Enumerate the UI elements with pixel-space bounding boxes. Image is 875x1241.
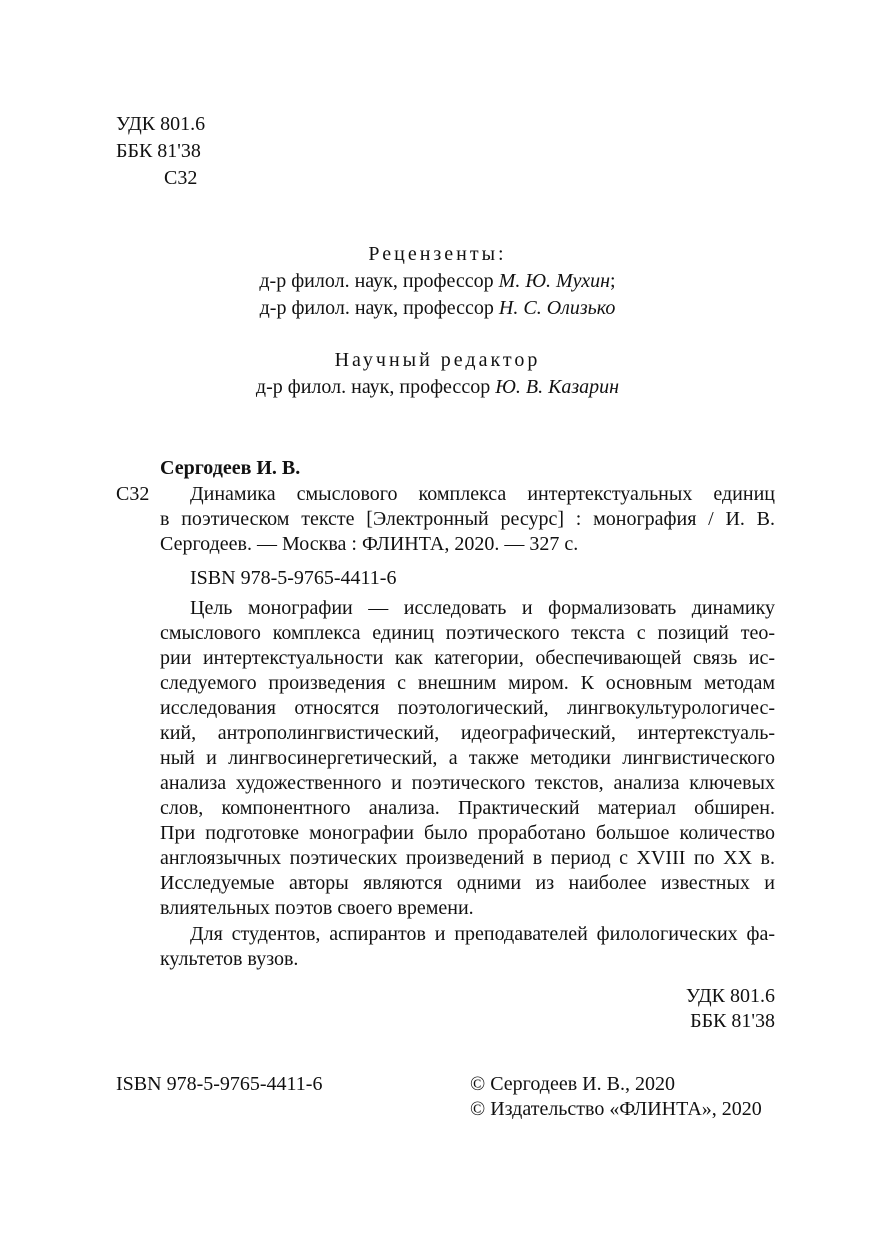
copyright-publisher: © Издательство «ФЛИНТА», 2020 [470,1098,762,1120]
copyright-author: © Сергодеев И. В., 2020 [470,1073,675,1095]
abstract-line: англоязычных поэтических произведений в период с XVIII по XX в. [160,847,775,869]
abstract-line: рии интертекстуальности как категории, обеспечивающей связь ис- [160,647,775,669]
abstract-line: При подготовке монографии было проработано большое количество [160,822,775,844]
editor-line [0,375,875,400]
title-line: в поэтическом тексте [Электронный ресурс] : монография / И. В. [160,508,775,530]
reviewer-1-suffix: ; [610,270,616,292]
title-line: Сергодеев. — Москва : ФЛИНТА, 2020. — 327 с. [160,533,579,555]
reviewer-2 [0,296,875,321]
abstract-line: кий, антрополингвистический, идеографический, интертекстуаль- [160,722,775,744]
audience-line: Для студентов, аспирантов и преподавателей филологических фа- [190,923,775,945]
catalog-abstract [160,596,775,921]
bbk-code: ББК 81'38 [116,140,201,162]
editor-name: Ю. В. Казарин [495,376,620,398]
author-mark: С32 [164,167,198,189]
abstract-line: Исследуемые авторы являются одними из наиболее известных и [160,872,775,894]
reviewer-1-name: М. Ю. Мухин [498,270,611,292]
audience-line: культетов вузов. [160,948,299,970]
abstract-line: слов, компонентного анализа. Практический материал обширен. [160,797,775,819]
catalog-bbk: ББК 81'38 [690,1010,775,1032]
title-line: Динамика смыслового комплекса интертекстуальных единиц [190,483,775,505]
udk-code: УДК 801.6 [116,113,206,135]
catalog-title [160,482,775,557]
reviewers-heading: Рецензенты: [368,243,507,265]
reviewer-1-prefix: д-р филол. наук, профессор [259,270,499,292]
catalog-isbn: ISBN 978-5-9765-4411-6 [190,567,397,589]
catalog-mark: С32 [116,483,150,505]
abstract-line: исследования относятся поэтологический, лингвокультурологичес- [160,697,775,719]
abstract-line: анализа художественного и поэтического текстов, анализа ключевых [160,772,775,794]
reviewer-2-prefix: д-р филол. наук, профессор [259,297,499,319]
editor-heading: Научный редактор [334,349,541,371]
abstract-line: ный и лингвосинергетический, а также методики лингвистического [160,747,775,769]
abstract-line: смыслового комплекса единиц поэтического текста с позиций тео- [160,622,775,644]
catalog-audience [160,922,775,972]
footer-isbn: ISBN 978-5-9765-4411-6 [116,1073,323,1095]
abstract-line: следуемого произведения с внешним миром. К основным методам [160,672,775,694]
reviewer-1 [0,269,875,294]
catalog-author: Сергодеев И. В. [160,457,301,479]
catalog-udk: УДК 801.6 [685,985,775,1007]
editor-prefix: д-р филол. наук, профессор [255,376,496,398]
abstract-line: влиятельных поэтов своего времени. [160,897,474,919]
reviewer-2-name: Н. С. Олизько [498,297,616,319]
abstract-line: Цель монографии — исследовать и формализовать динамику [190,597,775,619]
